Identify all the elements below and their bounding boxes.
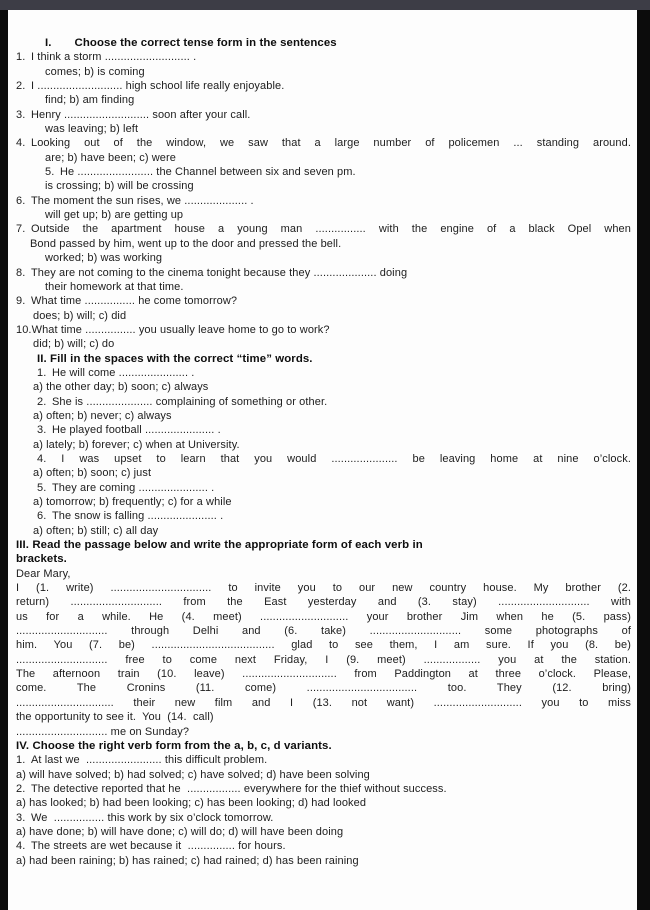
question-line: 1. I think a storm ........................... . [16, 51, 197, 64]
question-line: 1. At last we ........................ this difficult problem. [16, 754, 268, 767]
passage-line: ............................... their new film and I (13. not want) ............................ you to miss [16, 696, 631, 709]
passage-line: ............................. me on Sunday? [16, 725, 190, 738]
options-line: was leaving; b) left [45, 123, 139, 136]
question-line: 10.What time ................ you usually leave home to go to work? [16, 323, 330, 336]
document-lines [8, 10, 637, 868]
passage-line: The afternoon train (10. leave) .............................. from Paddington at three o’clock. Please, [16, 668, 631, 681]
question-line: 3. We ................ this work by six o’clock tomorrow. [16, 811, 274, 824]
question-line: 4. Looking out of the window, we saw that a large number of policemen ... standing around. [16, 137, 631, 150]
question-line: 9. What time ................ he come tomorrow? [16, 295, 238, 308]
question-line: 3. He played football ...................... . [37, 424, 221, 437]
options-line: a) have done; b) will have done; c) will do; d) will have been doing [16, 825, 344, 838]
options-line: a) has looked; b) had been looking; c) has been looking; d) had looked [16, 797, 367, 810]
passage-line: return) ............................. from the East yesterday and (3. stay) ............................. with [16, 596, 631, 609]
question-continuation: Bond passed by him, went up to the door and pressed the bell. [30, 237, 342, 250]
question-line: 3. Henry ........................... soon after your call. [16, 108, 251, 121]
passage-line: I (1. write) ................................ to invite you to our new country house. My brother (2. [16, 582, 631, 595]
question-line: 2. I ........................... high school life really enjoyable. [16, 80, 285, 93]
options-line: are; b) have been; c) were [45, 151, 177, 164]
document-page [8, 10, 637, 910]
passage-line: the opportunity to see it. You (14. call) [16, 711, 214, 724]
options-line: a) often; b) soon; c) just [33, 467, 152, 480]
question-line: 8. They are not coming to the cinema tonight because they .................... doing [16, 266, 408, 279]
options-line: a) tomorrow; b) frequently; c) for a while [33, 496, 232, 508]
window-top-bar [0, 0, 650, 10]
question-line: 6. The moment the sun rises, we .................... . [16, 194, 254, 207]
question-line: 5. He ........................ the Channel between six and seven pm. [45, 166, 356, 179]
right-border-strip [637, 10, 650, 910]
options-line: a) had been raining; b) has rained; c) had rained; d) has been raining [16, 854, 359, 867]
options-line: does; b) will; c) did [33, 309, 127, 322]
section-3-heading-continuation: brackets. [16, 553, 67, 566]
passage-line: us for a while. He (4. meet) ............................ your brother Jim when he (5. pass) [16, 610, 631, 623]
question-line: 2. The detective reported that he ................. everywhere for the thief without success. [16, 782, 447, 795]
section-2-heading: II. Fill in the spaces with the correct “time” words. [37, 352, 313, 365]
options-line: a) the other day; b) soon; c) always [33, 381, 209, 394]
question-line: 7. Outside the apartment house a young man ................ with the engine of a black Opel when [16, 223, 631, 236]
options-line: is crossing; b) will be crossing [45, 180, 194, 193]
section-3-heading: III. Read the passage below and write the appropriate form of each verb in [16, 539, 423, 552]
passage-line: come. The Cronins (11. come) ................................... too. They (12. bring) [16, 682, 631, 695]
options-line: a) often; b) still; c) all day [33, 524, 159, 537]
options-line: will get up; b) are getting up [45, 209, 184, 222]
passage-line: ............................. free to come next Friday, I (9. meet) .................. you at the station. [16, 653, 631, 666]
options-line: did; b) will; c) do [33, 338, 115, 351]
options-line: worked; b) was working [45, 252, 163, 265]
options-line: a) often; b) never; c) always [33, 409, 172, 422]
options-line: comes; b) is coming [45, 65, 145, 78]
salutation-line: Dear Mary, [16, 567, 71, 580]
question-line: 5. They are coming ...................... . [37, 481, 215, 494]
question-continuation: their homework at that time. [45, 280, 184, 293]
question-line: 4. The streets are wet because it ............... for hours. [16, 840, 286, 853]
question-line: 6. The snow is falling ...................... . [37, 510, 224, 523]
left-border-strip [0, 10, 8, 910]
options-line: a) will have solved; b) had solved; c) have solved; d) have been solving [16, 768, 370, 781]
question-line: 2. She is ..................... complaining of something or other. [37, 395, 328, 408]
passage-line: him. You (7. be) ....................................... glad to see them, I am sure. If you (8. be) [16, 639, 631, 652]
question-line: 4. I was upset to learn that you would ..................... be leaving home at nine o’clock. [37, 452, 631, 465]
section-4-heading: IV. Choose the right verb form from the a, b, c, d variants. [16, 739, 332, 752]
question-line: 1. He will come ...................... . [37, 366, 195, 379]
options-line: find; b) am finding [45, 94, 135, 107]
section-1-heading: I. Choose the correct tense form in the sentences [45, 37, 337, 49]
passage-line: ............................. through Delhi and (6. take) ............................. some photographs of [16, 625, 631, 638]
options-line: a) lately; b) forever; c) when at University. [33, 438, 240, 451]
